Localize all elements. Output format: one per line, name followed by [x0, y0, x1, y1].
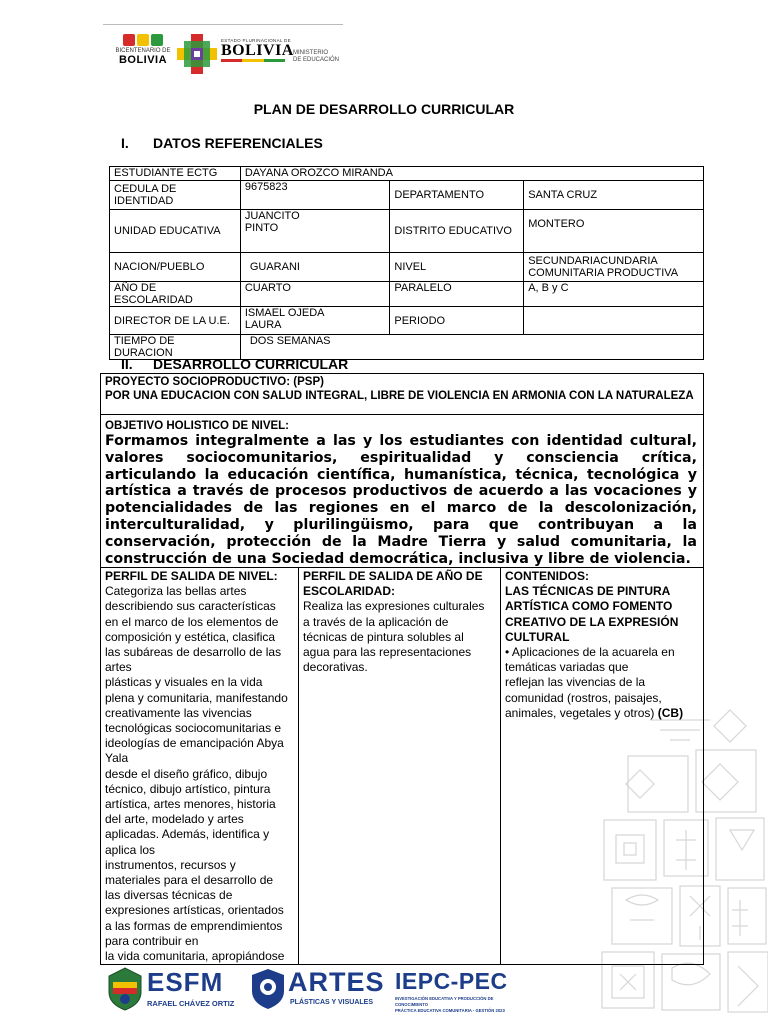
perfil-nivel-label: PERFIL DE SALIDA DE NIVEL:	[105, 569, 278, 583]
text-line: tecnológicas sociocomunitarias e	[105, 721, 282, 736]
text-line: ideologías de emancipación Abya	[105, 736, 284, 751]
text-line: expresiones artísticas, orientados	[105, 903, 284, 918]
perfil-nivel-column	[101, 568, 299, 964]
text-line: • Aplicaciones de la acuarela en	[505, 645, 675, 660]
text-line: animales, vegetales y otros) (CB)	[505, 705, 684, 720]
iepc-logo: IEPC-PEC INVESTIGACIÓN EDUCATIVA Y PRODUCCIÓN DE CONOCIMIENTO PRÁCTICA EDUCATIVA COMUNITARIA - GESTIÓN 2023	[395, 968, 508, 1013]
cedula-value: 9675823	[240, 181, 390, 210]
contenidos-title	[505, 584, 699, 645]
text-line: en el marco de los elementos de	[105, 614, 279, 629]
top-divider	[103, 24, 343, 25]
text-line: técnicas de pintura solubles al	[303, 629, 464, 644]
psp-text: POR UNA EDUCACION CON SALUD INTEGRAL, LIBRE DE VIOLENCIA EN ARMONIA CON LA NATURALEZA	[105, 390, 694, 402]
estudiante-value: DAYANA OROZCO MIRANDA	[240, 167, 703, 181]
datos-referenciales-table	[109, 166, 704, 360]
text-line: para contribuir en	[105, 933, 199, 948]
text-line: plena y comunitaria, manifestando	[105, 690, 288, 705]
perfil-ano-column	[299, 568, 501, 964]
separator-psp	[101, 414, 703, 415]
contenidos-body	[505, 645, 699, 721]
perfil-ano-text	[303, 599, 496, 675]
text-line: Yala	[105, 751, 129, 766]
contenidos-label: CONTENIDOS:	[505, 569, 589, 583]
departamento-label: DEPARTAMENTO	[390, 181, 524, 210]
objetivo-text: Formamos integralmente a las y los estudiantes con identidad cultural, valores sociocomunitarios, espiritualidad y consciencia crítica, articulando la educación científica, humanística, técnica, tecnológica y artística a través de procesos productivos de acuerdo a las vocaciones y potencialidades de las regiones en el marco de la descolonización, interculturalidad, y plurilingüismo, para que contribuyan a la conservación, protección de la Madre Tierra y salud comunitaria, la construcción de una Sociedad democrática, inclusiva y libre de violencia.	[105, 433, 697, 567]
text-line: describiendo sus características	[105, 599, 276, 614]
desarrollo-curricular-box	[100, 373, 704, 965]
unidad-label: UNIDAD EDUCATIVA	[110, 210, 241, 253]
cb-tag: (CB)	[654, 705, 684, 720]
estudiante-label: ESTUDIANTE ECTG	[110, 167, 241, 181]
tiempo-label: TIEMPO DE DURACION	[110, 335, 241, 360]
text-line: Realiza las expresiones culturales	[303, 599, 485, 614]
esfm-logo: ESFM RAFAEL CHÁVEZ ORTIZ	[105, 966, 240, 1012]
director-value: ISMAEL OJEDA LAURA	[240, 307, 390, 335]
text-line: a las formas de emprendimientos	[105, 918, 283, 933]
objetivo-label: OBJETIVO HOLISTICO DE NIVEL:	[105, 420, 290, 432]
text-line: comunidad (rostros, paisajes,	[505, 690, 662, 705]
footer-logos	[105, 966, 515, 1012]
bicentenario-logo: BICENTENARIO DE BOLIVIA	[113, 34, 173, 76]
text-line: artística, artes menores, historia	[105, 797, 276, 812]
ano-label: AÑO DE ESCOLARIDAD	[110, 282, 241, 307]
text-line: materiales para el desarrollo de	[105, 873, 274, 888]
nacion-label: NACION/PUEBLO	[110, 253, 241, 282]
section-heading-desarrollo: II. DESARROLLO CURRICULAR	[121, 356, 349, 372]
nivel-label: NIVEL	[390, 253, 524, 282]
ano-value: CUARTO	[240, 282, 390, 307]
text-line: decorativas.	[303, 660, 368, 675]
perfil-ano-label: PERFIL DE SALIDA DE AÑO DE ESCOLARIDAD:	[303, 569, 483, 599]
text-line: Categoriza las bellas artes	[105, 584, 247, 599]
paralelo-label: PARALELO	[390, 282, 524, 307]
text-line: a través de la aplicación de	[303, 614, 449, 629]
text-line: composición y estética, clasifica	[105, 629, 276, 644]
text-line: las subáreas de desarrollo de las	[105, 645, 282, 660]
nivel-value: SECUNDARIACUNDARIA COMUNITARIA PRODUCTIVA	[524, 253, 704, 282]
text-line: agua para las representaciones	[303, 645, 472, 660]
text-line: aplica los	[105, 842, 156, 857]
periodo-value	[524, 307, 704, 335]
distrito-label: DISTRITO EDUCATIVO	[390, 210, 524, 253]
psp-block: PROYECTO SOCIOPRODUCTIVO: (PSP) POR UNA EDUCACION CON SALUD INTEGRAL, LIBRE DE VIOLENCIA EN ARMONIA CON LA NATURALEZA	[105, 376, 694, 402]
distrito-value: MONTERO	[524, 210, 704, 253]
cedula-label: CEDULA DE IDENTIDAD	[110, 181, 241, 210]
text-line: la vida comunitaria, apropiándose	[105, 949, 285, 964]
text-line: artes	[105, 660, 132, 675]
document-title: PLAN DE DESARROLLO CURRICULAR	[253, 101, 515, 117]
unidad-value: JUANCITO PINTO	[240, 210, 390, 253]
ministerio-logo: ESTADO PLURINACIONAL DE BOLIVIA MINISTERIO DE EDUCACIÓN	[175, 32, 355, 78]
text-line: creativamente las vivencias	[105, 705, 252, 720]
text-line: LAS TÉCNICAS DE PINTURA	[505, 584, 671, 599]
text-line: del arte, modelado y artes	[105, 812, 244, 827]
contenidos-column	[501, 568, 703, 964]
periodo-label: PERIODO	[390, 307, 524, 335]
text-line: CULTURAL	[505, 629, 570, 644]
text-line: CREATIVO DE LA EXPRESIÓN	[505, 614, 679, 629]
nacion-value: GUARANI	[240, 253, 390, 282]
text-line: técnico, dibujo artístico, pintura	[105, 781, 271, 796]
text-line: las diversas técnicas de	[105, 888, 233, 903]
section-heading-datos: I. DATOS REFERENCIALES	[121, 135, 323, 151]
text-line: desde el diseño gráfico, dibujo	[105, 766, 268, 781]
text-line: plásticas y visuales en la vida	[105, 675, 263, 690]
artes-logo: ARTES PLÁSTICAS Y VISUALES	[250, 966, 375, 1012]
tiempo-value: DOS SEMANAS	[240, 335, 703, 360]
artes-shield-icon	[250, 967, 286, 1011]
departamento-value: SANTA CRUZ	[524, 181, 704, 210]
text-line: aplicadas. Además, identifica y	[105, 827, 270, 842]
text-line: ARTÍSTICA COMO FOMENTO	[505, 599, 673, 614]
text-line: reflejan las vivencias de la	[505, 675, 646, 690]
perfil-nivel-text	[105, 584, 294, 964]
director-label: DIRECTOR DE LA U.E.	[110, 307, 241, 335]
perfiles-columns	[101, 568, 703, 964]
text-line: temáticas variadas que	[505, 660, 629, 675]
paralelo-value: A, B y C	[524, 282, 704, 307]
chakana-emblem-icon	[175, 32, 219, 76]
header-logos	[105, 30, 355, 80]
esfm-emblem-icon	[105, 966, 145, 1012]
text-line: instrumentos, recursos y	[105, 857, 236, 872]
